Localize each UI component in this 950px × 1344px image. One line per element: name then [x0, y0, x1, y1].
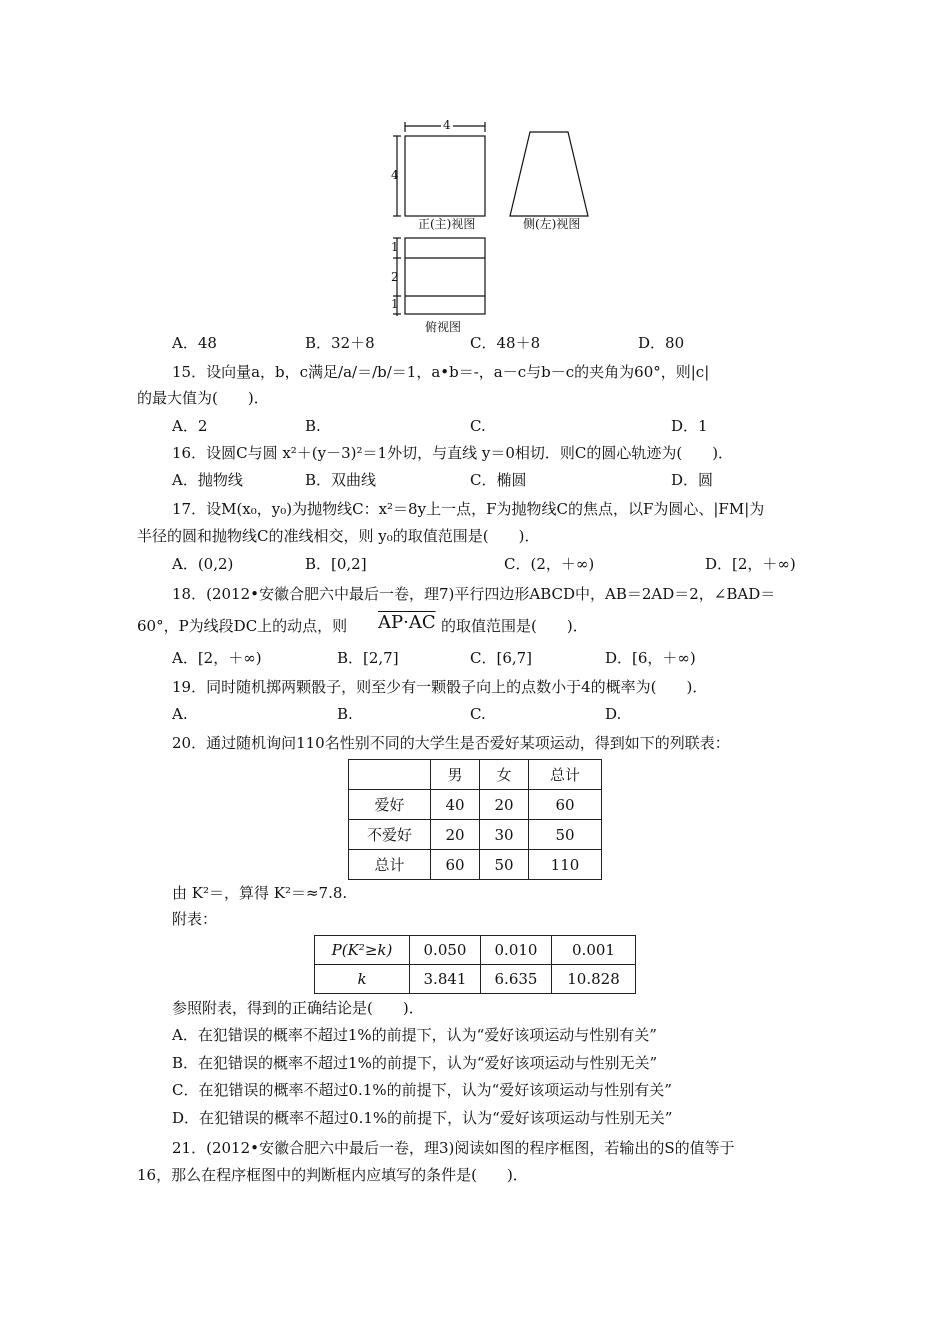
top-view-label: 俯视图 [425, 320, 462, 334]
contingency-table [348, 759, 602, 880]
table-cell: 0.001 [552, 936, 636, 965]
table-cell: 20 [431, 820, 480, 850]
q17-option-b: B．[0,2] [305, 555, 367, 573]
q14-option-c: C．48＋8 [470, 334, 541, 352]
table-cell: 20 [480, 790, 529, 820]
q17-option-d: D．[2，＋∞) [705, 555, 796, 573]
q16-option-d: D．圆 [671, 471, 714, 489]
top-dim-1: 1 [391, 240, 399, 254]
top-view-rect [405, 238, 485, 314]
table-row [349, 820, 602, 850]
top-dim-3: 1 [391, 297, 399, 311]
table-cell: 爱好 [349, 790, 431, 820]
front-view-label: 正(主)视图 [418, 217, 476, 231]
table-cell: P(K²≥k) [315, 936, 410, 965]
q20-prompt: 参照附表，得到的正确结论是( )． [172, 999, 424, 1017]
top-dim-2: 2 [391, 270, 399, 284]
table-cell: 女 [480, 760, 529, 790]
q16-option-a: A．抛物线 [172, 471, 243, 489]
q19-option-d: D. [605, 705, 622, 723]
table-cell: 10.828 [552, 965, 636, 994]
q14-option-d: D．80 [638, 334, 685, 352]
q19-line1: 19．同时随机掷两颗骰子，则至少有一颗骰子向上的点数小于4的概率为( )． [172, 678, 708, 696]
q21-line2: 16，那么在程序框图中的判断框内应填写的条件是( )． [137, 1166, 528, 1184]
table-row [315, 936, 636, 965]
q18-option-b: B．[2,7] [337, 649, 399, 667]
q15-line1: 15．设向量a，b，c满足/a/＝/b/＝1，a•b＝-，a－c与b－c的夹角为60°，则|c| [172, 363, 710, 381]
q16-line1: 16．设圆C与圆 x²＋(y－3)²＝1外切，与直线 y＝0相切．则C的圆心轨迹为( )． [172, 444, 734, 462]
q18-vector-expr: AP·AC [378, 612, 436, 633]
q20-option-d: D．在犯错误的概率不超过0.1%的前提下，认为“爱好该项运动与性别无关” [172, 1109, 673, 1127]
side-view-trapezoid [510, 132, 588, 216]
q17-option-a: A．(0,2) [172, 555, 234, 573]
front-view-square [405, 136, 485, 216]
q15-option-c: C. [470, 417, 486, 435]
q14-option-a: A．48 [172, 334, 217, 352]
q18-option-d: D．[6，＋∞) [605, 649, 696, 667]
table-cell: k [315, 965, 410, 994]
q20-line1: 20．通过随机询问110名性别不同的大学生是否爱好某项运动，得到如下的列联表： [172, 734, 730, 752]
table-row [349, 790, 602, 820]
front-dim-width: 4 [443, 118, 451, 132]
q14-option-b: B．32＋8 [305, 334, 375, 352]
q18-line2a: 60°，P为线段DC上的动点，则 [137, 617, 348, 635]
q20-option-a: A．在犯错误的概率不超过1%的前提下，认为“爱好该项运动与性别有关” [172, 1026, 657, 1044]
q17-line1: 17．设M(x₀，y₀)为抛物线C：x²＝8y上一点，F为抛物线C的焦点，以F为圆心、|FM|为 [172, 500, 765, 518]
table-cell: 不爱好 [349, 820, 431, 850]
table-cell: 60 [431, 850, 480, 880]
q21-line1: 21．(2012•安徽合肥六中最后一卷，理3)阅读如图的程序框图，若输出的S的值等于 [172, 1139, 735, 1157]
table-cell: 0.010 [481, 936, 552, 965]
table-cell: 110 [529, 850, 602, 880]
table-row [315, 965, 636, 994]
table-cell: 0.050 [410, 936, 481, 965]
q19-option-b: B. [337, 705, 353, 723]
table-cell: 60 [529, 790, 602, 820]
q20-k2-line: 由 K²＝，算得 K²＝≈7.8. [172, 884, 348, 902]
q15-option-b: B. [305, 417, 321, 435]
table-cell: 6.635 [481, 965, 552, 994]
q15-option-a: A．2 [172, 417, 208, 435]
front-dim-height: 4 [391, 168, 399, 182]
table-cell: 男 [431, 760, 480, 790]
q18-option-a: A．[2，＋∞) [172, 649, 262, 667]
q18-line2b: 的取值范围是( )． [441, 617, 588, 635]
q16-option-c: C．椭圆 [470, 471, 527, 489]
table-row [349, 850, 602, 880]
q19-option-a: A. [172, 705, 188, 723]
q18-option-c: C．[6,7] [470, 649, 533, 667]
table-row [349, 760, 602, 790]
table-cell: 总计 [349, 850, 431, 880]
q17-option-c: C．(2，＋∞) [504, 555, 595, 573]
table-cell: 50 [529, 820, 602, 850]
q18-line1: 18．(2012•安徽合肥六中最后一卷，理7)平行四边形ABCD中，AB＝2AD＝2，∠BAD＝ [172, 585, 776, 603]
q19-option-c: C. [470, 705, 486, 723]
side-view-label: 侧(左)视图 [523, 217, 581, 231]
q16-option-b: B．双曲线 [305, 471, 377, 489]
q20-option-c: C．在犯错误的概率不超过0.1%的前提下，认为“爱好该项运动与性别有关” [172, 1081, 672, 1099]
table-cell: 3.841 [410, 965, 481, 994]
q17-line2: 半径的圆和抛物线C的准线相交，则 y₀的取值范围是( )． [137, 527, 540, 545]
critical-value-table [314, 935, 636, 994]
table-cell: 总计 [529, 760, 602, 790]
table-cell: 30 [480, 820, 529, 850]
q20-option-b: B．在犯错误的概率不超过1%的前提下，认为“爱好该项运动与性别无关” [172, 1054, 658, 1072]
table-cell: 40 [431, 790, 480, 820]
table-cell: 50 [480, 850, 529, 880]
q15-line2: 的最大值为( )． [137, 389, 269, 407]
q15-option-d: D．1 [671, 417, 708, 435]
q20-appendix-label: 附表： [172, 910, 218, 928]
table-cell [349, 760, 431, 790]
